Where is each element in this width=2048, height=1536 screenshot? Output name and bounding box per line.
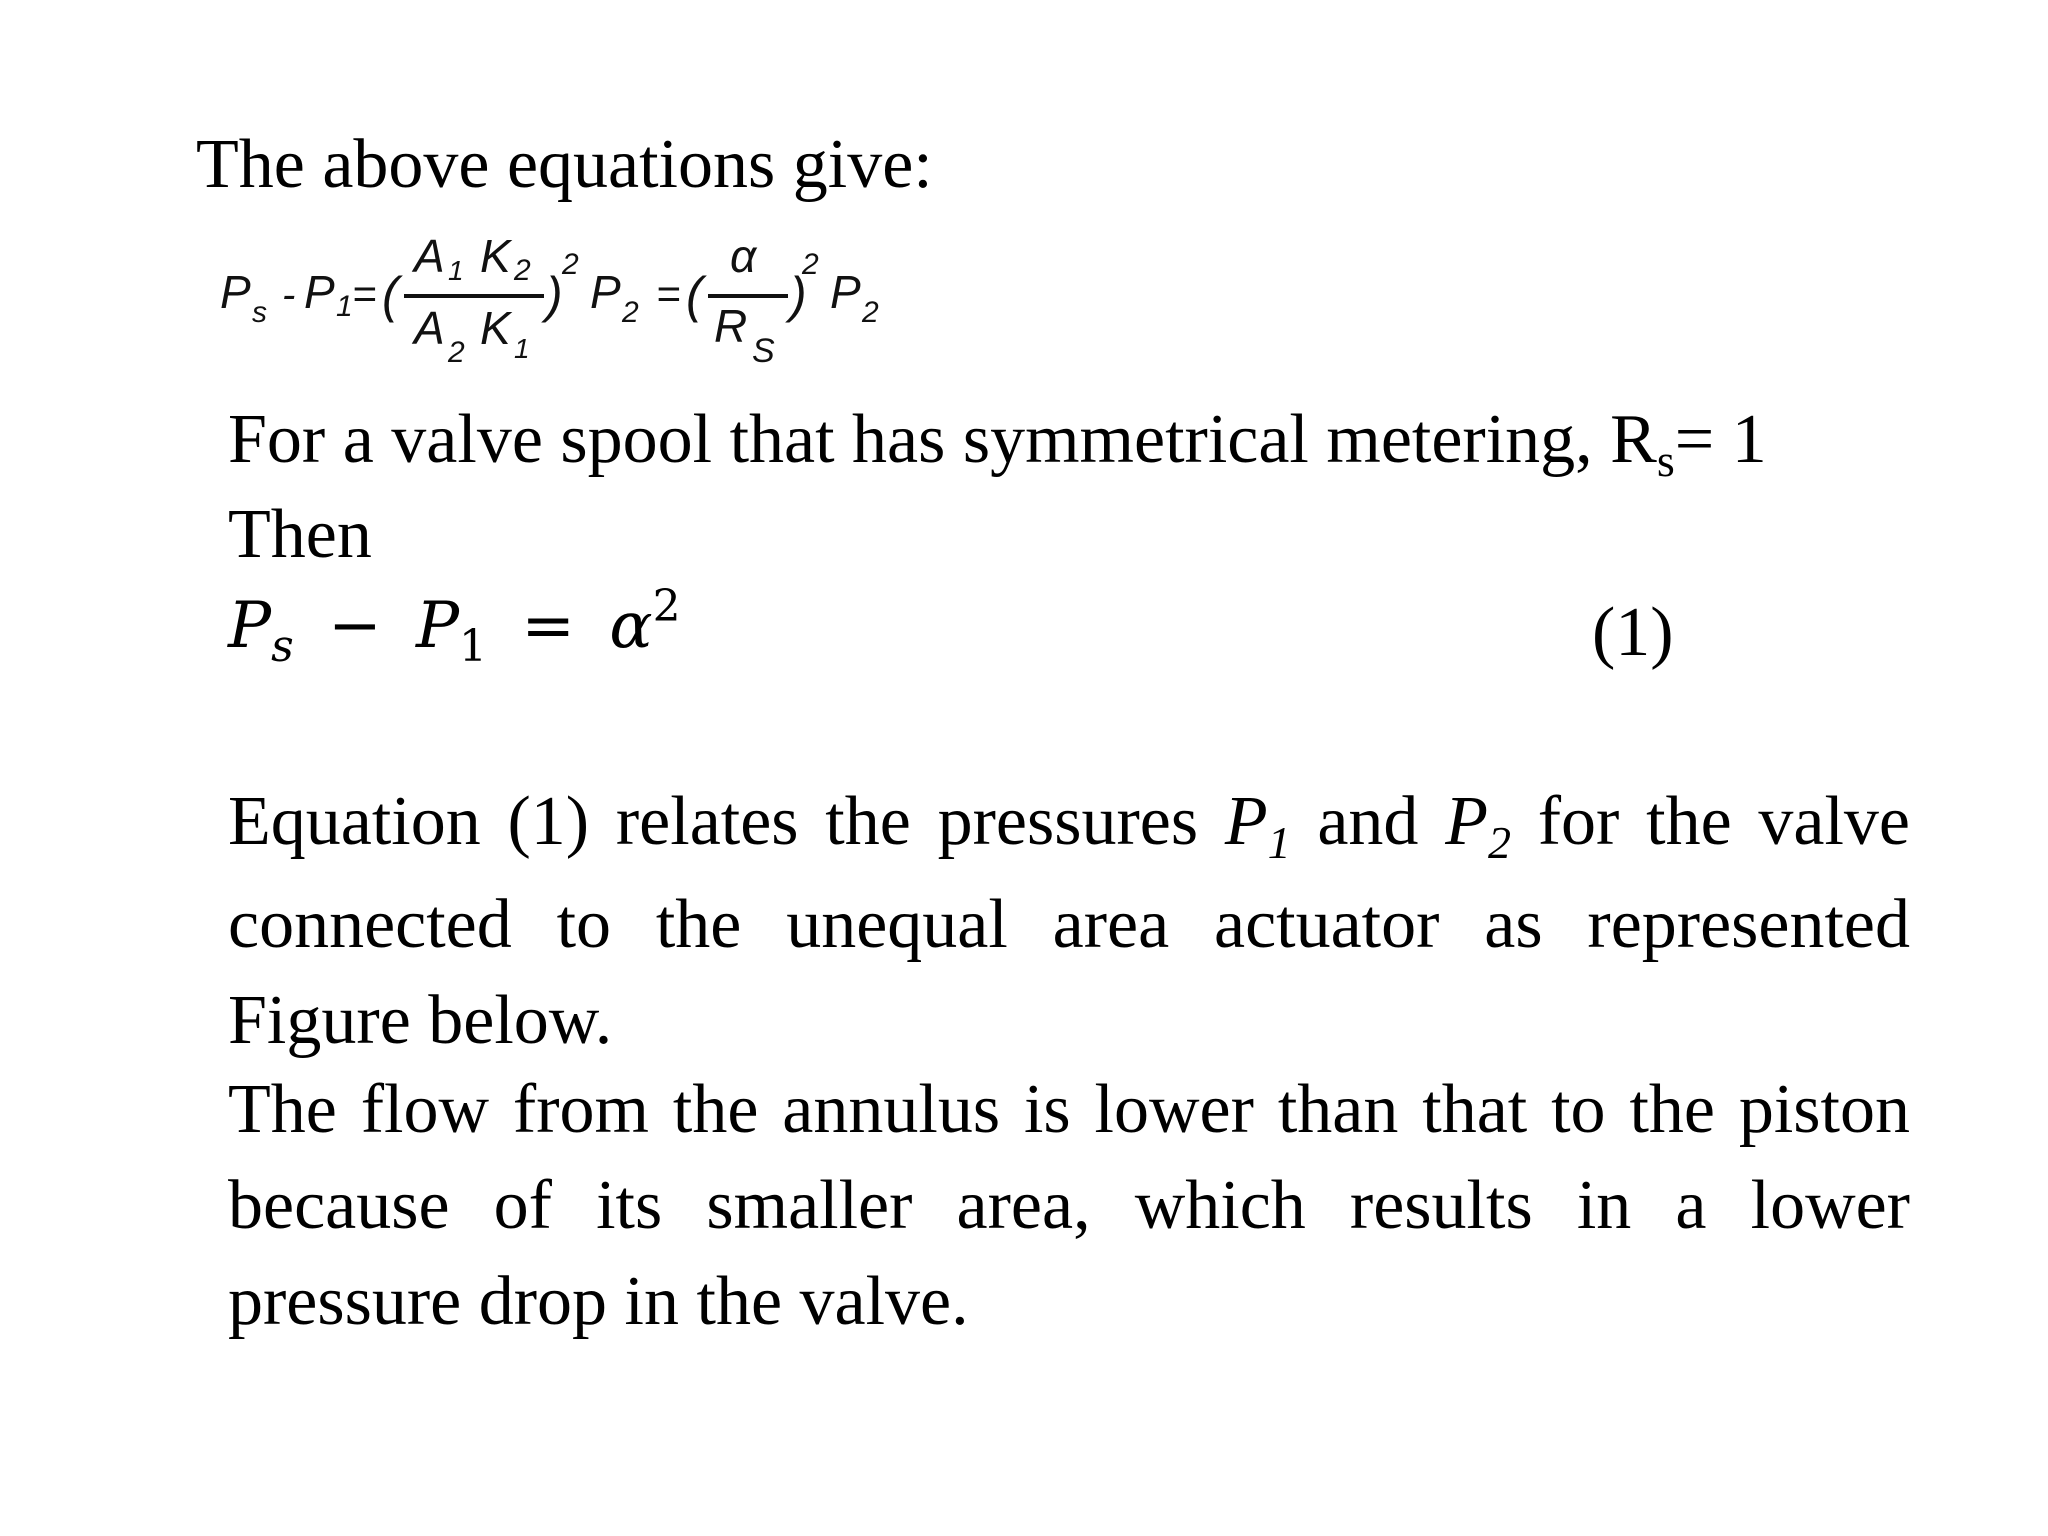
eq-den-A-sub: 2	[448, 336, 465, 369]
eq-exp-2: 2	[802, 248, 819, 281]
then-text: Then	[228, 496, 372, 573]
para1-P2: P	[1445, 783, 1488, 860]
eq-rparen-2: )	[790, 267, 807, 323]
eq-rparen-1: )	[546, 267, 563, 323]
eq-den-K-sub: 1	[514, 333, 530, 364]
para1-P1: P	[1224, 783, 1268, 860]
eq-equals-1: =	[352, 270, 377, 317]
eq-lhs-1: 1	[336, 290, 353, 323]
eq-num-A: A	[414, 230, 445, 282]
eq-num-K: K	[480, 230, 511, 282]
eq1-equals: =	[521, 589, 575, 663]
eq1-P1: P	[415, 589, 460, 663]
eq-lhs-s: s	[252, 296, 267, 329]
eq1-exp: 2	[652, 581, 681, 632]
eq-lhs-P1: P	[304, 266, 335, 318]
equation-number: (1)	[1592, 594, 1674, 671]
eq-lparen-2: (	[686, 267, 703, 323]
equation-1	[228, 581, 681, 672]
paragraph-2: The flow from the annulus is lower than that to the piston because of its smaller area, which results in a lower pressure drop in the valve.	[228, 1071, 1910, 1340]
eq1-one: 1	[459, 621, 488, 672]
symmetrical-text-subscript: s	[1656, 435, 1675, 486]
eq1-alpha: α	[609, 589, 653, 663]
eq-alpha: α	[730, 230, 757, 282]
eq-end-P-sub: 2	[862, 296, 879, 329]
para1-text-c: for the valve connected to the unequal area actuator as represented Figure below.	[228, 783, 1910, 1059]
eq-exp-1: 2	[562, 248, 579, 281]
eq-mid-P-sub: 2	[622, 296, 639, 329]
para1-text-a: Equation (1) relates the pressures	[228, 783, 1225, 860]
symmetrical-text-tail: = 1	[1674, 401, 1767, 478]
intro-text: The above equations give:	[196, 126, 933, 203]
eq-equals-2: =	[656, 270, 681, 317]
eq-R: R	[714, 300, 748, 352]
pressure-ratio-equation-image	[218, 222, 1138, 382]
eq-lhs-P: P	[220, 266, 251, 318]
eq-minus: -	[282, 273, 296, 317]
paragraph-1	[228, 774, 1910, 1069]
eq-num-A-sub: 1	[448, 255, 464, 286]
symmetrical-metering-text	[228, 401, 1767, 486]
eq1-P: P	[228, 589, 272, 663]
symmetrical-text-main: For a valve spool that has symmetrical metering, R	[228, 401, 1657, 478]
eq-end-P: P	[830, 266, 861, 318]
eq-den-A: A	[414, 302, 445, 354]
eq-mid-P: P	[590, 266, 621, 318]
eq-den-K: K	[480, 302, 511, 354]
para1-P2-sub: 2	[1487, 817, 1511, 868]
eq1-s: s	[271, 621, 294, 672]
para1-text-b: and	[1290, 783, 1446, 860]
eq-lparen-1: (	[382, 267, 399, 323]
eq-num-K-sub: 2	[514, 254, 531, 287]
eq-R-sub: S	[752, 332, 775, 370]
eq1-minus: −	[328, 589, 382, 663]
para1-P1-sub: 1	[1267, 817, 1291, 868]
